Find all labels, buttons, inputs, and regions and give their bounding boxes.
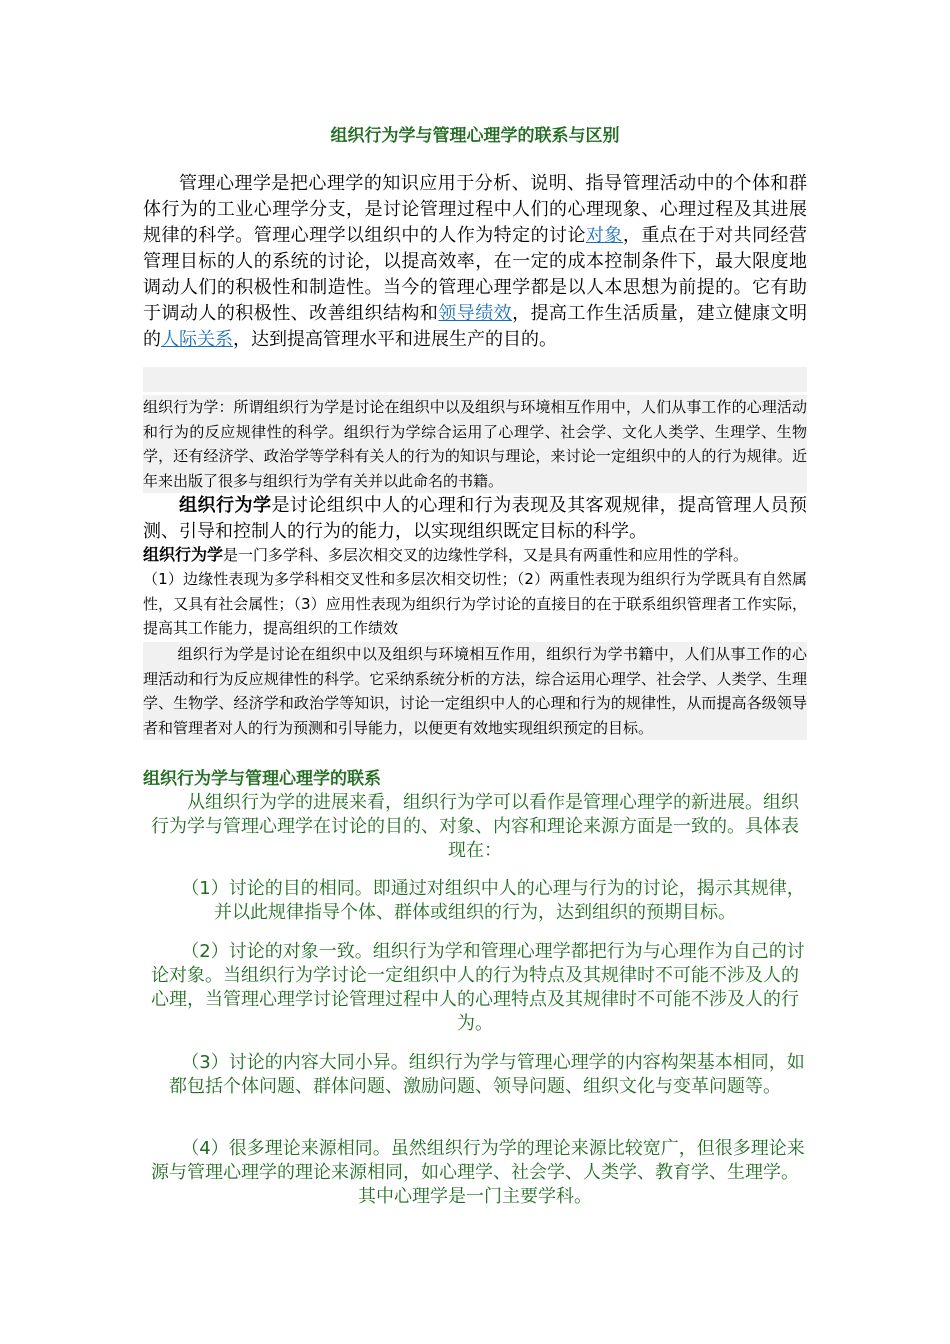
- section-lead-text: 从组织行为学的进展来看，组织行为学可以看作是管理心理学的新进展。组织行为学与管理心理学在讨论的目的、对象、内容和理论来源方面是一致的。具体表现在：: [151, 792, 799, 861]
- ob-term-1: 组织行为学: [179, 495, 272, 516]
- ob-properties-paragraph: （1）边缘性表现为多学科相交叉性和多层次相交切性；（2）两重性表现为组织行为学既具有自然属性，又具有社会属性；（3）应用性表现为组织行为学讨论的直接目的在于联系组织管理者工作实际，提高其工作能力，提高组织的工作绩效: [143, 570, 807, 637]
- section-lead: [143, 791, 807, 863]
- link-leadership-performance[interactable]: 领导绩效: [438, 303, 513, 324]
- point-4-text: （4）很多理论来源相同。虽然组织行为学的理论来源比较宽广，但很多理论来源与管理心理学的理论来源相同，如心理学、社会学、人类学、教育学、生理学。其中心理学是一门主要学科。: [151, 1138, 805, 1207]
- ob-term-2: 组织行为学: [143, 545, 224, 564]
- intro-text-3: ，提高工作生活质量，建立健康文明的: [143, 303, 807, 350]
- shaded-spacer: [143, 367, 807, 392]
- link-object[interactable]: 对象: [585, 225, 623, 246]
- ob-text-1: 是讨论组织中人的心理和行为表现及其客观规律，提高管理人员预测、引导和控制人的行为的能力，以实现组织既定目标的科学。: [143, 495, 808, 542]
- intro-text-4: ，达到提高管理水平和进展生产的目的。: [233, 329, 557, 350]
- link-interpersonal-relations[interactable]: 人际关系: [161, 329, 233, 350]
- point-2: [143, 940, 807, 1036]
- section-heading: 组织行为学与管理心理学的联系: [143, 769, 381, 789]
- ob-definition-paragraph: [143, 493, 807, 545]
- page-title: 组织行为学与管理心理学的联系与区别: [330, 126, 620, 146]
- ob-summary-paragraph: 组织行为学是讨论在组织中以及组织与环境相互作用，组织行为学书籍中，人们从事工作的心理活动和行为反应规律性的科学。它采纳系统分析的方法，综合运用心理学、社会学、人类学、生理学、生物学、经济学和政治学等知识，讨论一定组织中人的心理和行为的规律性，从而提高各级领导者和管理者对人的行为预测和引导能力，以便更有效地实现组织预定的目标。: [143, 642, 807, 740]
- point-3: [143, 1051, 807, 1099]
- ob-nature-paragraph: [143, 543, 807, 568]
- point-1: [143, 877, 807, 925]
- intro-text-1: 管理心理学是把心理学的知识应用于分析、说明、指导管理活动中的个体和群体行为的工业心理学分支，是讨论管理过程中人们的心理现象、心理过程及其进展规律的科学。管理心理学以组织中的人作为特定的讨论: [143, 173, 807, 246]
- intro-text-2: ，重点在于对共同经营管理目标的人的系统的讨论，以提高效率，在一定的成本控制条件下，最大限度地调动人们的积极性和制造性。当今的管理心理学都是以人本思想为前提的。它有助于调动人的积极性、改善组织结构和: [143, 225, 808, 324]
- point-4: [143, 1137, 807, 1209]
- point-3-text: （3）讨论的内容大同小异。组织行为学与管理心理学的内容构架基本相同，如都包括个体问题、群体问题、激励问题、领导问题、组织文化与变革问题等。: [169, 1052, 805, 1097]
- intro-paragraph: [143, 171, 807, 353]
- point-1-text: （1）讨论的目的相同。即通过对组织中人的心理与行为的讨论，揭示其规律，并以此规律指导个体、群体或组织的行为，达到组织的预期目标。: [181, 878, 805, 923]
- definition-paragraph: 组织行为学：所谓组织行为学是讨论在组织中以及组织与环境相互作用中，人们从事工作的心理活动和行为的反应规律性的科学。组织行为学综合运用了心理学、社会学、文化人类学、生理学、生物学，还有经济学、政治学等学科有关人的行为的知识与理论，来讨论一定组织中的人的行为规律。近年来出版了很多与组织行为学有关并以此命名的书籍。: [143, 395, 807, 493]
- ob-text-2: 是一门多学科、多层次相交叉的边缘性学科，又是具有两重性和应用性的学科。: [223, 546, 749, 564]
- point-2-text: （2）讨论的对象一致。组织行为学和管理心理学都把行为与心理作为自己的讨论对象。当组织行为学讨论一定组织中人的行为特点及其规律时不可能不涉及人的心理，当管理心理学讨论管理过程中人的心理特点及其规律时不可能不涉及人的行为。: [151, 941, 805, 1034]
